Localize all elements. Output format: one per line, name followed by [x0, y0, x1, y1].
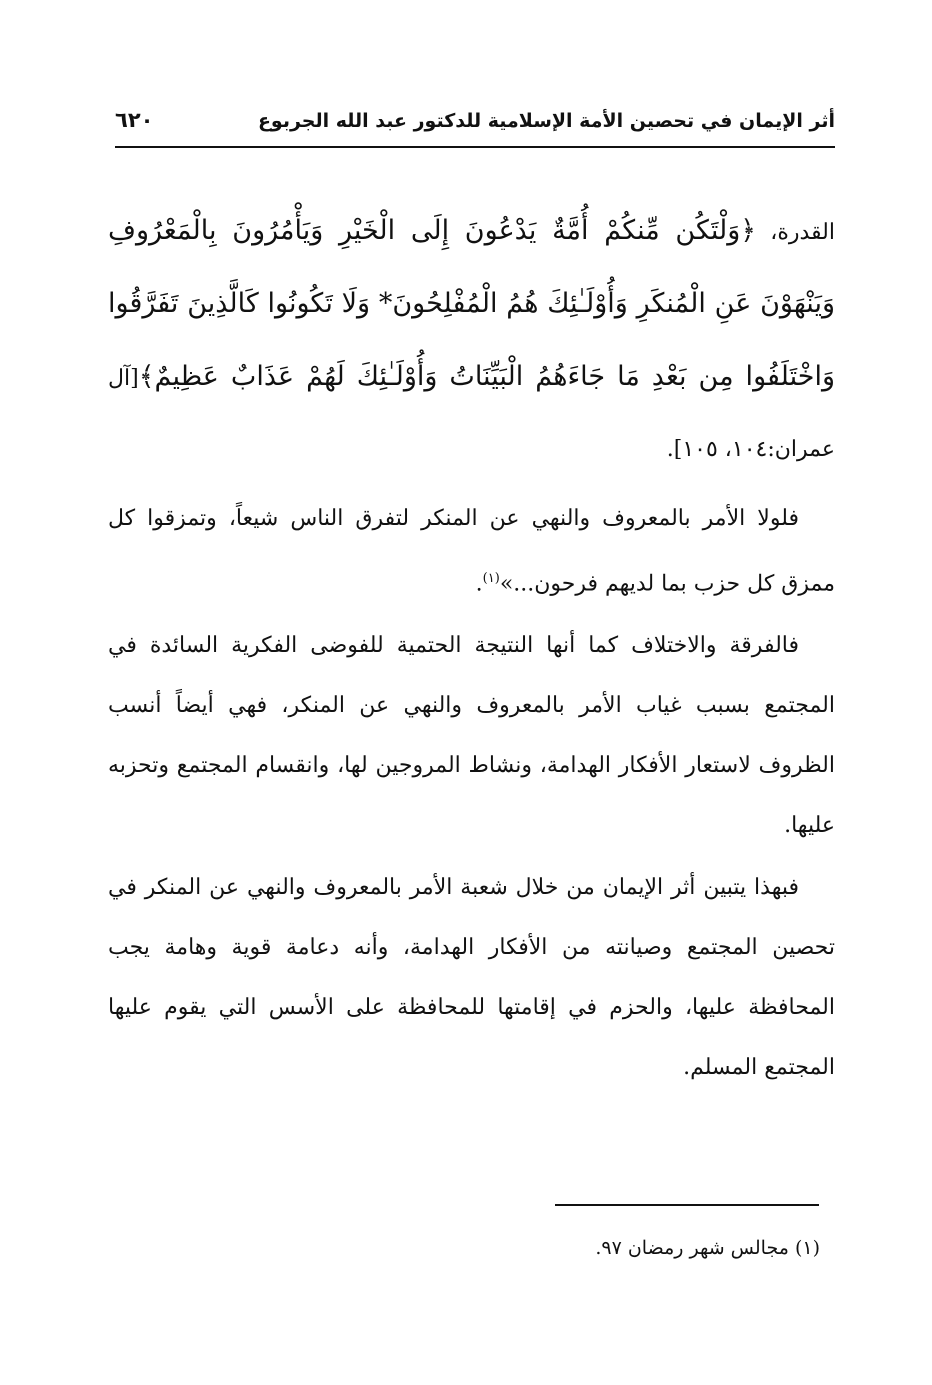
quran-citation-paragraph — [108, 195, 835, 485]
paragraph-1 — [108, 489, 835, 614]
footnote-reference: (١) — [482, 571, 500, 586]
quran-reference: [آل عمران:١٠٤، ١٠٥]. — [108, 366, 835, 462]
paragraph-1-text: فلولا الأمر بالمعروف والنهي عن المنكر لتفرق الناس شيعاً، وتمزقوا كل ممزق كل حزب بما لديهم فرحون...» — [108, 506, 835, 597]
paragraph-2-text: فالفرقة والاختلاف كما أنها النتيجة الحتمية للفوضى الفكرية السائدة في المجتمع بسبب غياب الأمر بالمعروف والنهي عن المنكر، فهي أيضاً أنسب الظروف لاستعار الأفكار الهدامة، ونشاط المروجين لها، وانقسام المجتمع وتحزبه عليها. — [108, 633, 835, 839]
paragraph-2 — [108, 616, 835, 856]
page-number: ٦٢٠ — [115, 108, 154, 132]
footnote-1: (١) مجالس شهر رمضان ٩٧. — [595, 1237, 820, 1259]
paragraph-3-text: فبهذا يتبين أثر الإيمان من خلال شعبة الأمر بالمعروف والنهي عن المنكر في تحصين المجتمع وصيانته من الأفكار الهدامة، وأنه دعامة قوية وهامة يجب المحافظة عليها، والحزم في إقامتها للمحافظة على الأسس التي يقوم عليها المجتمع المسلم. — [108, 875, 835, 1081]
header-divider — [115, 146, 835, 148]
main-text — [108, 195, 835, 1098]
paragraph-1-tail: . — [475, 571, 483, 597]
quran-lead-text: القدرة، — [770, 220, 835, 245]
quran-verse: ﴿وَلْتَكُن مِّنكُمْ أُمَّةٌ يَدْعُونَ إِلَى الْخَيْرِ وَيَأْمُرُونَ بِالْمَعْرُوفِ وَيَنْهَوْنَ عَنِ الْمُنكَرِ وَأُوْلَـٰئِكَ هُمُ الْمُفْلِحُونَ* وَلَا تَكُونُوا كَالَّذِينَ تَفَرَّقُوا وَاخْتَلَفُوا مِن بَعْدِ مَا جَاءَهُمُ الْبَيِّنَاتُ وَأُوْلَـٰئِكَ لَهُمْ عَذَابٌ عَظِيمٌ﴾ — [108, 215, 835, 392]
running-title: أثر الإيمان في تحصين الأمة الإسلامية للدكتور عبد الله الجربوع — [257, 110, 835, 132]
page-header — [115, 104, 835, 148]
paragraph-3 — [108, 858, 835, 1098]
footnote-divider — [555, 1204, 819, 1206]
